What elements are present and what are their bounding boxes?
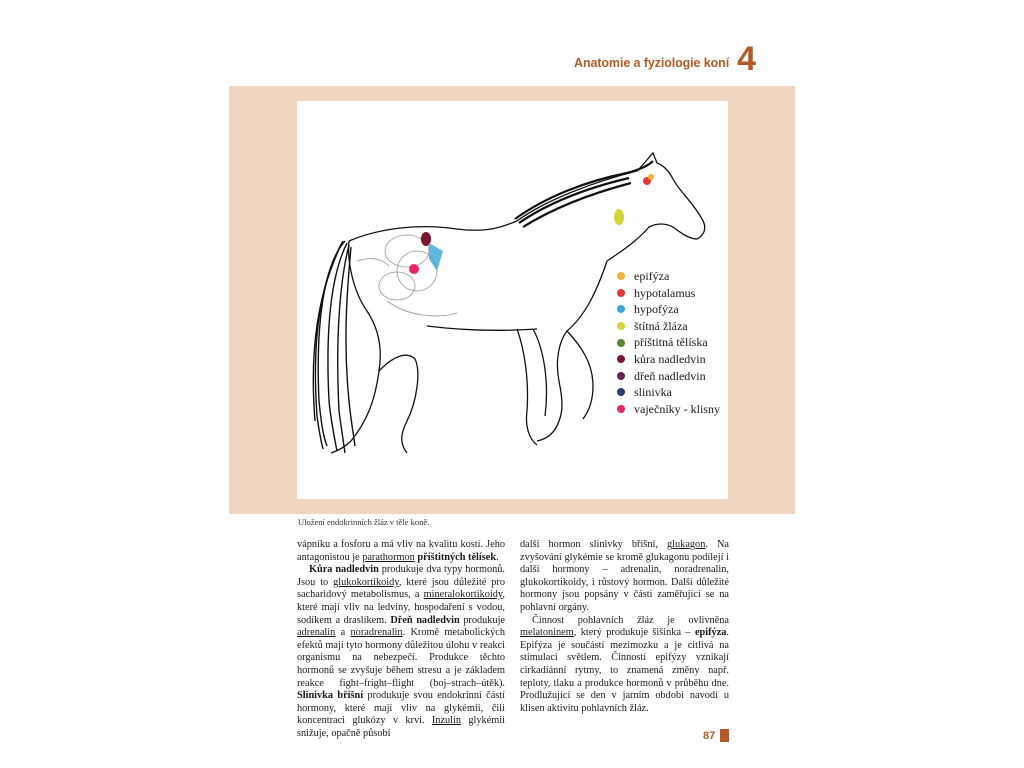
chapter-number: 4 [737, 40, 756, 78]
legend-dot [617, 305, 625, 313]
legend-dot [617, 272, 625, 280]
legend-label: štítná žláza [634, 318, 688, 333]
legend-dot [617, 322, 625, 330]
legend-dot [617, 355, 625, 363]
legend-dot [617, 372, 625, 380]
figure-panel [297, 101, 728, 499]
pineal-marker [648, 174, 654, 180]
text-column-left [297, 539, 505, 741]
text-run: , který produkuje šišinka – [573, 627, 695, 639]
pancreas-marker [429, 243, 443, 271]
text-run: produkuje svou endokrinní částí hormony, které mají vliv na glykémii, čili koncentraci glukózy v krvi. [297, 690, 506, 727]
text-column-right [520, 539, 729, 715]
text-run: další hormon slinivky břišní, [520, 539, 668, 550]
text-run: . Na zvyšování glykémie se kromě glukagonu podílejí i další hormony – adrenalin, noradrenalin, glukokortikoidy, i růstový hormon. Další důležité hormony jsou popsány v části zaměřující se na pohlavní orgány. [520, 539, 730, 613]
legend-label: hypofýza [634, 302, 679, 317]
legend-item [617, 351, 720, 368]
term-bold: Dřeň nadledvin [390, 614, 460, 626]
text-run: produkuje dva typy hormonů. Jsou to [297, 564, 505, 588]
legend-dot [617, 339, 625, 347]
term-inzulin: Inzulin [431, 715, 462, 727]
legend-label: příštitná tělíska [634, 335, 708, 350]
term-glukagon: glukagon [667, 539, 706, 550]
ovary-marker [409, 264, 419, 274]
term-bold: epifýza [694, 627, 727, 639]
page-number [703, 729, 729, 742]
horse-mane [515, 161, 653, 227]
paragraph [297, 539, 505, 564]
horse-tail [313, 241, 355, 453]
legend-item [617, 384, 720, 401]
text-run: produkuje [459, 614, 505, 626]
legend-item [617, 318, 720, 335]
paragraph [297, 564, 505, 740]
legend-label: epifýza [634, 269, 670, 284]
legend-dot [617, 388, 625, 396]
paragraph [520, 615, 729, 716]
text-run: vápníku a fosforu a má vliv na kvalitu kostí. Jeho antagonistou je [297, 539, 505, 563]
page-number-block [720, 729, 729, 742]
legend-label: hypotalamus [634, 285, 696, 300]
term-adrenalin: adrenalin [297, 627, 336, 639]
legend-item [617, 401, 720, 418]
legend-label: vaječníky - klisny [634, 401, 720, 416]
term-mineralokortikoidy: mineralokortikoidy [423, 589, 503, 601]
term-parathormon: parathormon [362, 551, 415, 563]
legend-item [617, 368, 720, 385]
text-run: , které jsou důležité pro sacharidový metabolismus, a [297, 576, 505, 601]
gland-legend [617, 268, 720, 417]
term-noradrenalin: noradrenalin [350, 627, 403, 639]
figure-caption: Uložení endokrinních žláz v těle koně. [298, 517, 430, 527]
legend-dot [617, 289, 625, 297]
text-run: . Epifýza je součástí mezimozku a je citlivá na stimulaci světlem. Činností epifýzy vznikají cirkadiánní rytmy, to znamená změny např. teploty, tlaku a produkce hormonů v průběhu dne. Prodlužující se den v jarním období navodí u klisen aktivitu pohlavních žláz. [520, 627, 729, 714]
term-bold: Slinivka břišní [297, 690, 364, 702]
text-run: , které mají vliv na ledviny, hospodaření s vodou, sodíkem a draslíkem. [297, 589, 505, 626]
text-run: glykémii snižuje, opačně působí [297, 715, 505, 739]
term-bold: Kůra nadledvin [309, 564, 379, 576]
term-glukokortikoidy: glukokortikoidy [333, 576, 399, 588]
legend-item [617, 268, 720, 285]
running-head [574, 40, 756, 78]
legend-dot [617, 405, 625, 413]
text-run: . Kromě metabolických efektů mají tyto hormony důležitou úlohu v reakci organismu na nebezpečí. Produkce těchto hormonů se zvyšuje během stresu a je základem reakce fight–fright–flight (boj–strach–útěk). [297, 627, 506, 689]
legend-item [617, 285, 720, 302]
chapter-title: Anatomie a fyziologie koní [574, 56, 730, 70]
legend-label: kůra nadledvin [634, 352, 706, 367]
paragraph [520, 539, 729, 615]
term-bold: příštitných tělísek [417, 551, 497, 563]
page-number-text: 87 [703, 729, 716, 742]
term-melatonin: melatoninem [520, 627, 574, 639]
internal-organs [357, 235, 457, 316]
legend-item [617, 334, 720, 351]
legend-item [617, 301, 720, 318]
legend-label: dřeň nadledvin [634, 368, 706, 383]
text-run: . [496, 551, 499, 563]
thyroid-marker [614, 209, 624, 225]
text-run: Činnost pohlavních žláz je ovlivněna [532, 614, 729, 626]
legend-label: slinivka [634, 385, 672, 400]
text-run: a [335, 627, 351, 639]
